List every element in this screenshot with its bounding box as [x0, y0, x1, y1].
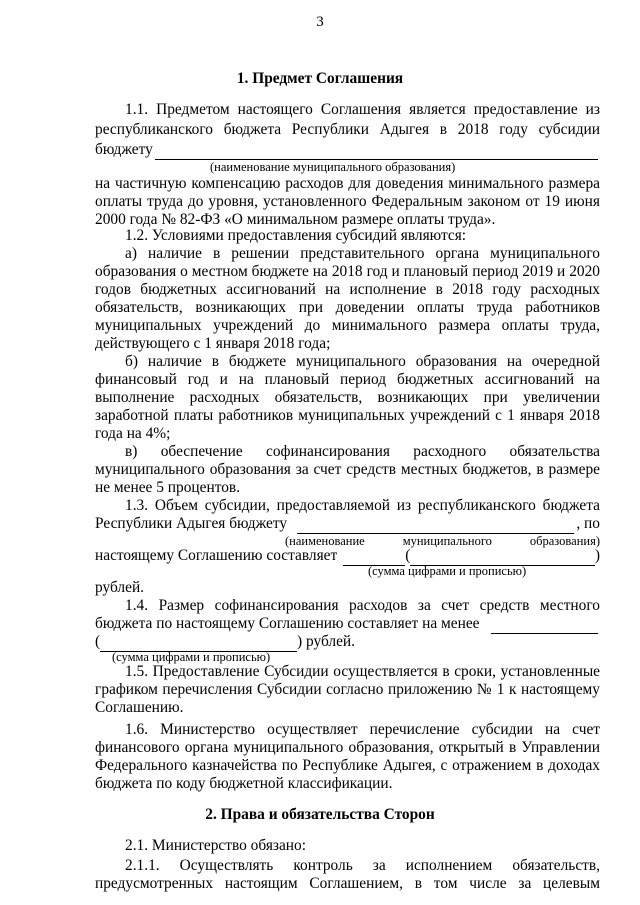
p13-line3: [95, 546, 600, 566]
p14-open-paren: (: [95, 633, 101, 650]
p12-c-line3: не менее 5 процентов.: [95, 479, 241, 496]
p15-line3: Соглашению.: [95, 699, 184, 716]
p11-line6: 2000 года № 82-ФЗ «О минимальном размере оплаты труда».: [95, 211, 496, 228]
p13-close-paren: ): [594, 547, 600, 564]
p12-a-line6-visible: действующего с 1 января 2018 года;: [95, 335, 331, 352]
p12-b-line4: заработной платы работников муниципальных учреждений с 1 января 2018: [95, 407, 600, 424]
p14-line2: [95, 614, 600, 634]
p14-caption: (сумма цифрами и прописью): [112, 650, 271, 664]
p12-b-line1: б) наличие в бюджете муниципального образования на очередной: [125, 353, 600, 370]
municipality-blank: [155, 145, 598, 160]
p21-line: 2.1. Министерство обязано:: [125, 837, 307, 854]
p12-a-line5: муниципальных учреждений до минимального размера оплаты труда,: [95, 317, 600, 334]
p12-b-line5: года на 4%;: [95, 425, 171, 442]
cofinancing-digits-blank: [491, 619, 598, 634]
p13-line3-text: настоящему Соглашению составляет: [95, 547, 338, 564]
p15-line2: графиком перечисления Субсидии согласно приложению № 1 к настоящему: [95, 681, 600, 698]
p16-line4: бюджета по коду бюджетной классификации.: [95, 775, 393, 792]
page-number: 3: [316, 14, 324, 30]
p13-line4: рублей.: [95, 579, 145, 596]
p11-line1: 1.1. Предметом настоящего Соглашения является предоставление из: [125, 101, 600, 118]
p11-caption: (наименование муниципального образования): [210, 160, 456, 174]
p14-line3-end: ) рублей.: [297, 633, 355, 650]
p13-caption1: (наименование муниципального образования): [285, 534, 600, 548]
section-1-title: 1. Предмет Соглашения: [236, 70, 404, 87]
p13-open-paren: (: [405, 547, 411, 564]
p12-c-line1: в) обеспечение софинансирования расходного обязательства: [125, 443, 600, 460]
p16-line3: Федерального казначейства по Республике Адыгея, с отражением в доходах: [95, 757, 600, 774]
p13-line2-text: Республики Адыгея бюджету: [95, 515, 288, 532]
p12-b-line2: финансовый год и на плановый период бюджетных ассигнований на: [95, 371, 600, 388]
p11-line4: на частичную компенсацию расходов для доведения минимального размера: [95, 175, 600, 192]
p11-line2: республиканского бюджета Республики Адыгея в 2018 году субсидии: [95, 121, 600, 138]
p13-line1: 1.3. Объем субсидии, предоставляемой из республиканского бюджета: [125, 497, 600, 514]
p13-caption2: (сумма цифрами и прописью): [368, 564, 527, 578]
p14-line1: 1.4. Размер софинансирования расходов за счет средств местного: [125, 597, 600, 614]
p12-b-line3: выполнение расходных обязательств, возникающих при увеличении: [95, 389, 600, 406]
p13-line2: [95, 514, 600, 534]
p12-a-line3: годов бюджетных ассигнований на исполнение в 2018 году расходных: [95, 281, 600, 298]
p14-line2-text: бюджета по настоящему Соглашению составляет на менее: [95, 615, 480, 632]
p15-line1: 1.5. Предоставление Субсидии осуществляется в сроки, установленные: [125, 663, 600, 680]
p12-a-line2: образования о местном бюджете на 2018 год и плановый период 2019 и 2020: [95, 263, 600, 280]
p211-line1: 2.1.1. Осуществлять контроль за исполнением обязательств,: [125, 857, 600, 874]
p12-c-line2: муниципального образования за счет средств местных бюджетов, в размере: [95, 461, 600, 478]
p12-a-line1: а) наличие в решении представительного органа муниципального: [125, 245, 600, 262]
p11-line5: оплаты труда до уровня, установленного Федеральным законом от 19 июня: [95, 193, 600, 210]
p12-a-line4: обязательств, возникающих при доведении оплаты труда работников: [95, 299, 600, 316]
p11-line3-text: бюджету: [95, 141, 153, 158]
p12-intro: 1.2. Условиями предоставления субсидий являются:: [125, 227, 467, 244]
p16-line2: финансового органа муниципального образования, открытый в Управлении: [95, 739, 600, 756]
p14-line3: [95, 632, 355, 652]
p11-line3: [95, 140, 600, 160]
municipality-blank-2: [297, 519, 574, 534]
p211-line2: предусмотренных настоящим Соглашением, в том числе за целевым: [95, 875, 600, 892]
p13-line2-end: , по: [576, 515, 600, 532]
p16-line1: 1.6. Министерство осуществляет перечисление субсидии на счет: [125, 721, 600, 738]
section-2-title: 2. Права и обязательства Сторон: [205, 806, 435, 823]
